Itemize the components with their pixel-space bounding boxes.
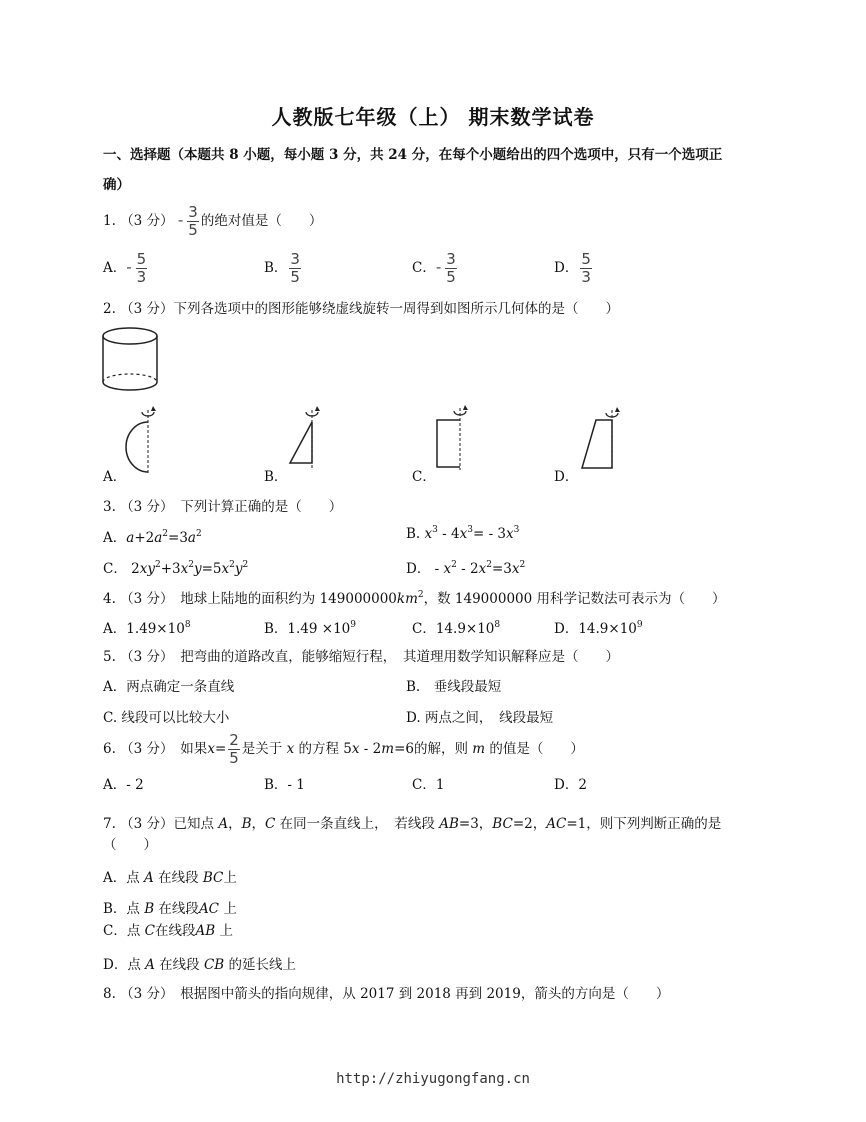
- cylinder-figure: [100, 326, 162, 398]
- q2-figure-b: [284, 400, 324, 470]
- q6-option-a[interactable]: A．- 2: [103, 777, 144, 793]
- q3-option-a[interactable]: A．$a+2a^2=3a^2$: [103, 529, 202, 546]
- q4-option-d[interactable]: D．$14.9\times 10^9$: [554, 620, 643, 637]
- q6-fraction: $\frac{2}{5}$: [229, 731, 239, 767]
- question-2: 2. （3 分）下列各选项中的图形能够绕虚线旋转一周得到如图所示几何体的是（ ）: [103, 301, 620, 317]
- q1-number: 1.: [103, 213, 116, 229]
- section-heading-cont: 确）: [103, 177, 130, 193]
- q1-option-d[interactable]: D． $\frac{5}{3}$: [554, 250, 591, 286]
- q7-option-d[interactable]: D．点 A 在线段 CB 的延长线上: [103, 957, 297, 973]
- q4-option-a[interactable]: A．$1.49\times 10^8$: [103, 620, 191, 637]
- question-7-cont: （ ）: [103, 837, 157, 853]
- q1-stem: 的绝对值是（ ）: [200, 213, 323, 229]
- question-4: 4. （3 分） 地球上陆地的面积约为 $149000000km^2$，数 149000000 用科学记数法可表示为（ ）: [103, 590, 726, 607]
- q6-option-c[interactable]: C．1: [412, 777, 445, 793]
- q2-option-a[interactable]: A．: [103, 469, 127, 485]
- q5-option-b[interactable]: B. 垂线段最短: [406, 679, 502, 695]
- q6-option-b[interactable]: B．- 1: [264, 777, 305, 793]
- q1-option-a[interactable]: A．- $\frac{5}{3}$: [103, 250, 147, 286]
- q2-figure-a: [120, 400, 160, 475]
- q3-option-c[interactable]: C． $2xy^2+3x^2y=5x^2y^2$: [103, 560, 249, 577]
- q4-option-b[interactable]: B．$1.49 \times 10^9$: [264, 620, 356, 637]
- q7-option-b[interactable]: B．点 B 在线段AC 上: [103, 901, 237, 917]
- q5-option-a[interactable]: A．两点确定一条直线: [103, 679, 235, 695]
- q7-option-a[interactable]: A．点 A 在线段 BC上: [103, 870, 237, 886]
- q5-option-c[interactable]: C. 线段可以比较大小: [103, 710, 230, 726]
- q1-option-b[interactable]: B． $\frac{3}{5}$: [264, 250, 300, 286]
- q3-option-b[interactable]: B. $x^3 - 4x^3= - 3x^3$: [406, 525, 520, 542]
- question-1: [103, 205, 322, 238]
- question-7: 7. （3 分）已知点 A，B，C 在同一条直线上， 若线段 AB=3，BC=2，AC=1，则下列判断正确的是: [103, 816, 722, 832]
- q2-option-b[interactable]: B．: [264, 469, 288, 485]
- question-8: 8. （3 分） 根据图中箭头的指向规律，从 2017 到 2018 再到 2019，箭头的方向是（ ）: [103, 986, 670, 1002]
- q1-score: （3 分）: [120, 213, 174, 229]
- q1-fraction: $\frac{3}{5}$: [188, 203, 198, 239]
- q7-option-c[interactable]: C．点 C在线段AB 上: [103, 923, 233, 939]
- q3-option-d[interactable]: D． - $x^2 - 2x^2=3x^2$: [406, 560, 526, 577]
- q2-figure-d: [578, 400, 623, 472]
- footer-url[interactable]: http://zhiyugongfang.cn: [336, 1071, 530, 1087]
- q5-option-d[interactable]: D. 两点之间， 线段最短: [406, 710, 554, 726]
- q1-minus: -: [177, 211, 184, 229]
- q2-option-c[interactable]: C．: [412, 469, 436, 485]
- q1-option-c[interactable]: C．- $\frac{3}{5}$: [412, 250, 456, 286]
- q2-figure-c: [432, 400, 472, 472]
- question-6: 6. （3 分） 如果x= $\frac{2}{5}$ 是关于 x 的方程 5x - 2m=6的解，则 m 的值是（ ）: [103, 731, 584, 767]
- question-5: 5. （3 分） 把弯曲的道路改直，能够缩短行程， 其道理用数学知识解释应是（ ）: [103, 649, 620, 665]
- q2-option-d[interactable]: D．: [554, 469, 579, 485]
- q4-option-c[interactable]: C．$14.9\times 10^8$: [412, 620, 501, 637]
- section-heading: 一、选择题（本题共 8 小题，每小题 3 分，共 24 分，在每个小题给出的四个选项中，只有一个选项正: [103, 147, 723, 163]
- question-3: 3. （3 分） 下列计算正确的是（ ）: [103, 499, 343, 515]
- q6-option-d[interactable]: D．2: [554, 777, 587, 793]
- page-title: 人教版七年级（上） 期末数学试卷: [271, 105, 595, 129]
